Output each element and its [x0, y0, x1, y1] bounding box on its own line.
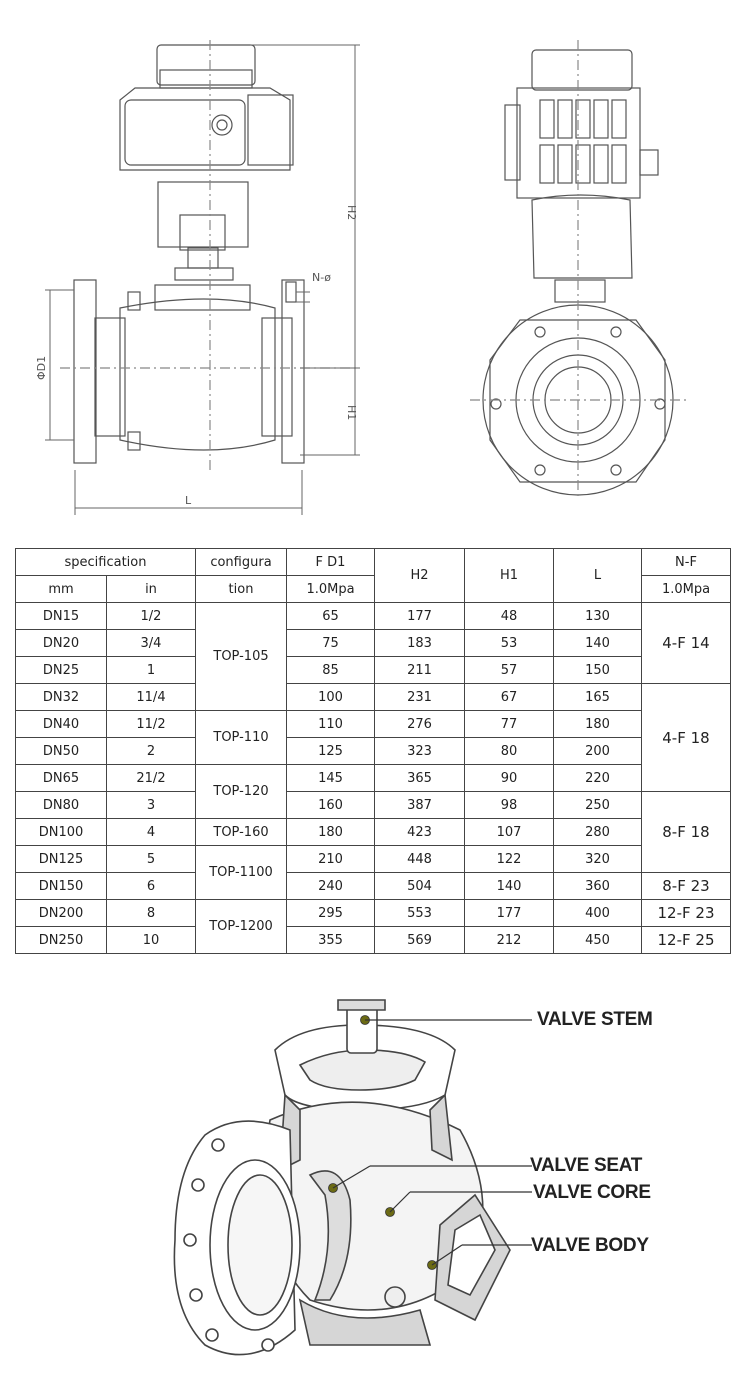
cell-config: TOP-120	[196, 765, 287, 819]
cell-config: TOP-105	[196, 603, 287, 711]
cell-l: 280	[554, 819, 642, 846]
cell-in: 6	[107, 873, 196, 900]
cell-nf: 12-F 25	[642, 927, 731, 954]
table-row	[16, 927, 731, 954]
table-row	[16, 684, 731, 711]
cell-h2: 423	[375, 819, 465, 846]
dim-label-n: N-ø	[312, 271, 331, 284]
cell-d1: 355	[287, 927, 375, 954]
header-nf-pressure: 1.0Mpa	[642, 576, 731, 603]
cell-d1: 75	[287, 630, 375, 657]
cell-nf: 8-F 23	[642, 873, 731, 900]
header-in: in	[107, 576, 196, 603]
cell-l: 360	[554, 873, 642, 900]
cell-in: 21/2	[107, 765, 196, 792]
cell-h1: 107	[465, 819, 554, 846]
cell-in: 10	[107, 927, 196, 954]
cell-in: 1	[107, 657, 196, 684]
dim-label-h2: H2	[345, 205, 358, 221]
cell-d1: 125	[287, 738, 375, 765]
cell-config: TOP-1100	[196, 846, 287, 900]
table-row	[16, 765, 731, 792]
cell-mm: DN25	[16, 657, 107, 684]
cell-h1: 122	[465, 846, 554, 873]
cell-in: 3/4	[107, 630, 196, 657]
table-row	[16, 711, 731, 738]
cell-mm: DN100	[16, 819, 107, 846]
table-row	[16, 873, 731, 900]
cell-nf: 12-F 23	[642, 900, 731, 927]
cell-d1: 240	[287, 873, 375, 900]
cell-d1: 210	[287, 846, 375, 873]
cell-nf: 4-F 14	[642, 603, 731, 684]
header-h2: H2	[375, 549, 465, 603]
cell-d1: 110	[287, 711, 375, 738]
table-row	[16, 900, 731, 927]
cell-mm: DN20	[16, 630, 107, 657]
cell-d1: 180	[287, 819, 375, 846]
cell-h2: 569	[375, 927, 465, 954]
cell-h2: 553	[375, 900, 465, 927]
table-header-row	[16, 549, 731, 576]
dim-label-h1: H1	[345, 405, 358, 421]
cell-h1: 98	[465, 792, 554, 819]
dim-label-l: L	[185, 494, 192, 507]
cell-h1: 48	[465, 603, 554, 630]
cell-h1: 90	[465, 765, 554, 792]
header-fd1-pressure: 1.0Mpa	[287, 576, 375, 603]
label-valve-stem: VALVE STEM	[537, 1009, 653, 1030]
table-row	[16, 846, 731, 873]
table-row	[16, 792, 731, 819]
header-nf: N-F	[642, 549, 731, 576]
dim-label-d1: ΦD1	[35, 355, 48, 380]
cell-in: 1/2	[107, 603, 196, 630]
cell-h2: 183	[375, 630, 465, 657]
cell-h2: 365	[375, 765, 465, 792]
cell-nf: 4-F 18	[642, 684, 731, 792]
cell-mm: DN15	[16, 603, 107, 630]
cell-in: 11/4	[107, 684, 196, 711]
cell-l: 450	[554, 927, 642, 954]
cell-mm: DN150	[16, 873, 107, 900]
cell-config: TOP-160	[196, 819, 287, 846]
cell-h2: 504	[375, 873, 465, 900]
cell-l: 200	[554, 738, 642, 765]
cell-in: 2	[107, 738, 196, 765]
cell-h1: 67	[465, 684, 554, 711]
header-h1: H1	[465, 549, 554, 603]
cell-l: 130	[554, 603, 642, 630]
cell-h1: 57	[465, 657, 554, 684]
cell-l: 400	[554, 900, 642, 927]
cell-mm: DN125	[16, 846, 107, 873]
cell-h1: 140	[465, 873, 554, 900]
cell-in: 3	[107, 792, 196, 819]
cell-mm: DN250	[16, 927, 107, 954]
cell-l: 165	[554, 684, 642, 711]
cell-d1: 85	[287, 657, 375, 684]
cell-h1: 53	[465, 630, 554, 657]
cell-in: 8	[107, 900, 196, 927]
cell-h2: 323	[375, 738, 465, 765]
cell-h2: 211	[375, 657, 465, 684]
cell-l: 150	[554, 657, 642, 684]
cell-mm: DN40	[16, 711, 107, 738]
header-specification: specification	[16, 549, 196, 576]
cell-config: TOP-110	[196, 711, 287, 765]
table-row	[16, 738, 731, 765]
cell-d1: 100	[287, 684, 375, 711]
cell-in: 4	[107, 819, 196, 846]
table-row	[16, 657, 731, 684]
header-mm: mm	[16, 576, 107, 603]
cell-h1: 177	[465, 900, 554, 927]
table-row	[16, 630, 731, 657]
cell-h2: 387	[375, 792, 465, 819]
valve-dimension-drawing	[0, 0, 750, 540]
cell-d1: 160	[287, 792, 375, 819]
cell-l: 320	[554, 846, 642, 873]
cell-nf: 8-F 18	[642, 792, 731, 873]
cell-h2: 276	[375, 711, 465, 738]
label-valve-body: VALVE BODY	[531, 1235, 649, 1256]
table-row	[16, 819, 731, 846]
cell-mm: DN65	[16, 765, 107, 792]
cell-l: 220	[554, 765, 642, 792]
header-l: L	[554, 549, 642, 603]
cell-d1: 65	[287, 603, 375, 630]
cell-mm: DN50	[16, 738, 107, 765]
specification-table	[15, 548, 731, 954]
cell-mm: DN32	[16, 684, 107, 711]
cell-h1: 212	[465, 927, 554, 954]
cell-h2: 448	[375, 846, 465, 873]
cell-h2: 177	[375, 603, 465, 630]
label-valve-seat: VALVE SEAT	[530, 1155, 643, 1176]
cell-d1: 295	[287, 900, 375, 927]
cell-mm: DN200	[16, 900, 107, 927]
cell-mm: DN80	[16, 792, 107, 819]
header-fd1: F D1	[287, 549, 375, 576]
table-row	[16, 603, 731, 630]
label-valve-core: VALVE CORE	[533, 1182, 651, 1203]
header-config-top: configura	[196, 549, 287, 576]
cell-h2: 231	[375, 684, 465, 711]
cell-d1: 145	[287, 765, 375, 792]
cell-l: 250	[554, 792, 642, 819]
cell-h1: 77	[465, 711, 554, 738]
cell-in: 11/2	[107, 711, 196, 738]
cell-l: 180	[554, 711, 642, 738]
cell-config: TOP-1200	[196, 900, 287, 954]
cell-h1: 80	[465, 738, 554, 765]
cell-l: 140	[554, 630, 642, 657]
header-config-bottom: tion	[196, 576, 287, 603]
cell-in: 5	[107, 846, 196, 873]
